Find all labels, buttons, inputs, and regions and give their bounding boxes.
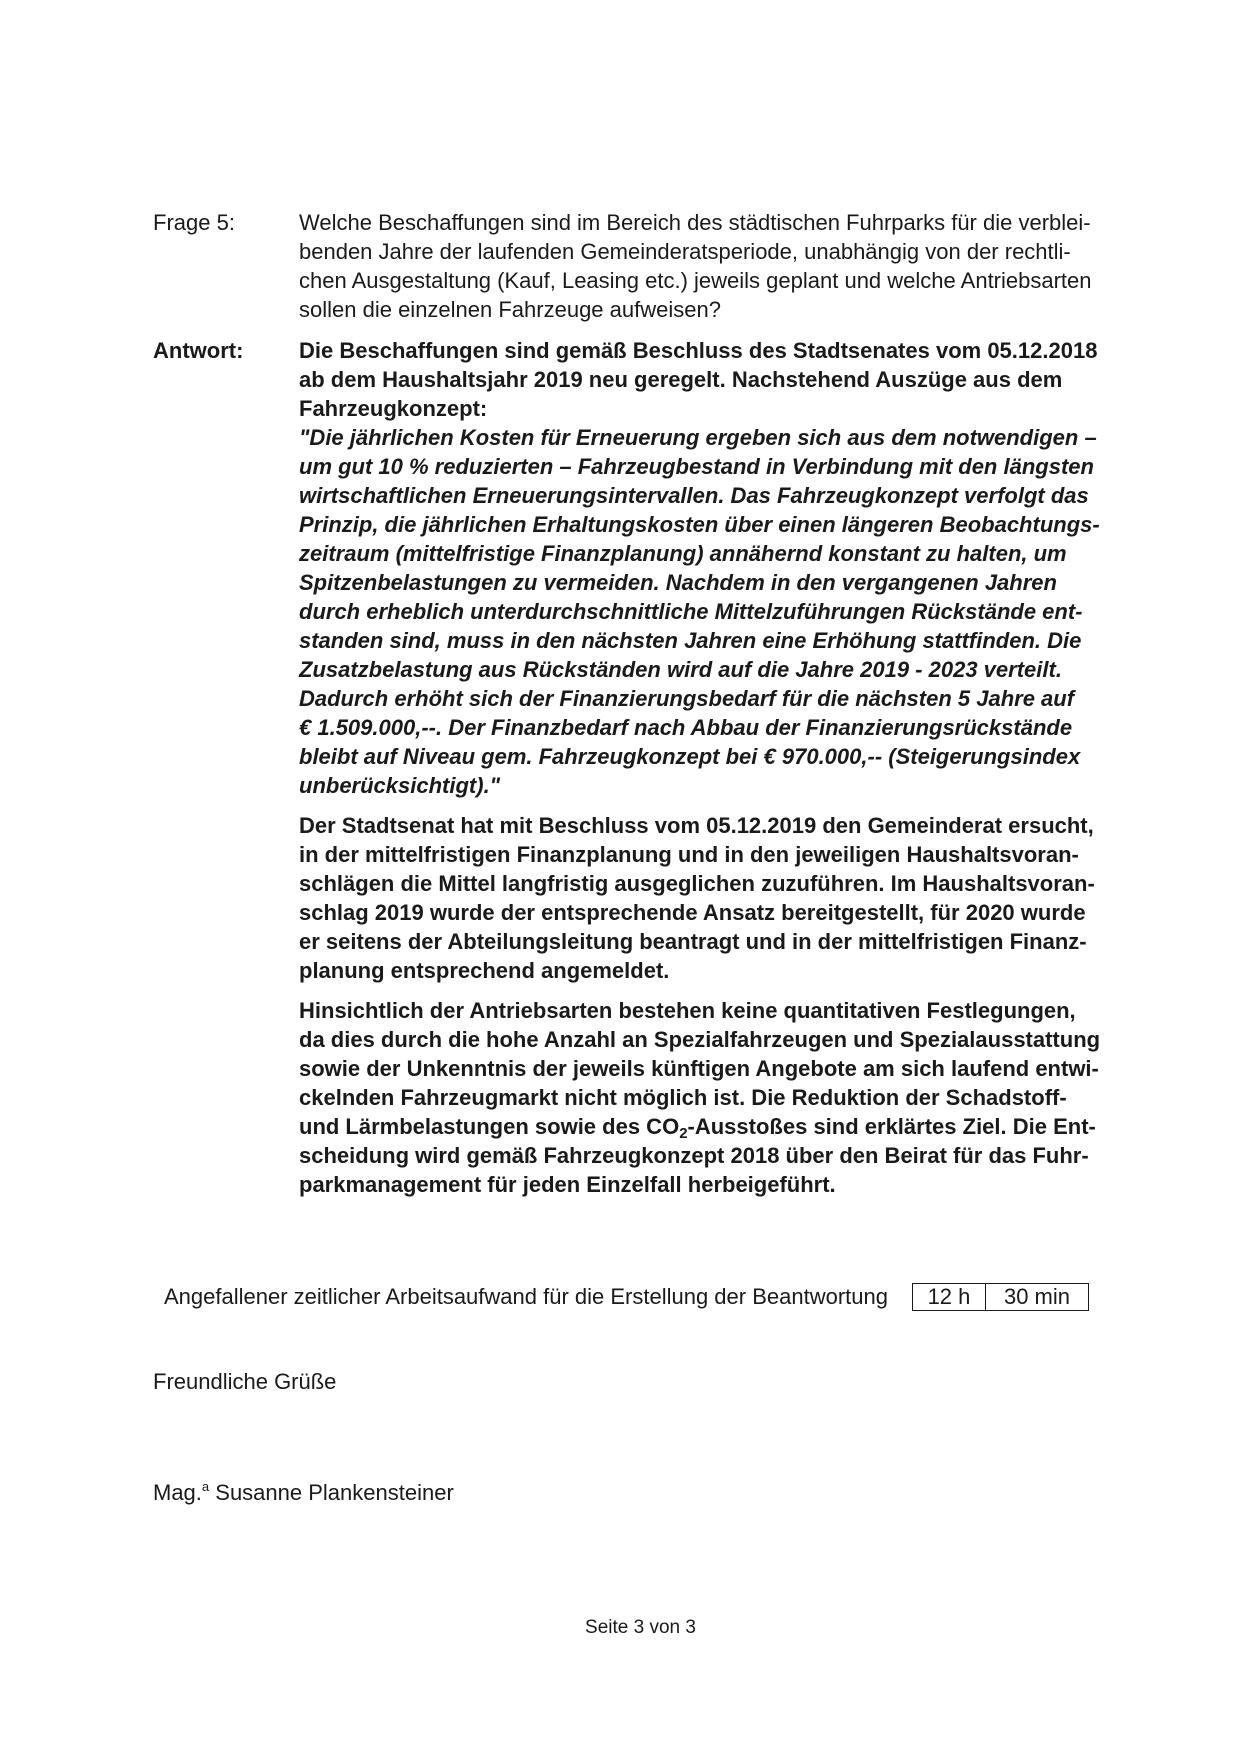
answer-line: Hinsichtlich der Antriebsarten bestehen keine quantitativen Festlegungen, <box>299 998 1076 1023</box>
answer-text <box>299 336 1138 1199</box>
answer-line: ab dem Haushaltsjahr 2019 neu geregelt. Nachstehend Auszüge aus dem <box>299 367 1063 392</box>
answer-line: er seitens der Abteilungsleitung beantragt und in der mittelfristigen Finanz- <box>299 929 1087 954</box>
quote-line: unberücksichtigt)." <box>299 773 501 798</box>
work-effort-table <box>912 1283 1089 1311</box>
answer-intro <box>299 336 1138 423</box>
work-effort-minutes: 30 min <box>1003 1284 1070 1309</box>
answer-line: planung entsprechend angemeldet. <box>299 958 670 983</box>
question-line: Welche Beschaffungen sind im Bereich des städtischen Fuhrparks für die verblei- <box>299 210 1091 235</box>
co2-after: -Ausstoßes sind erklärtes Ziel. Die Ent- <box>687 1114 1096 1139</box>
answer-line-co2 <box>299 1112 1138 1141</box>
answer-block <box>153 336 1138 1199</box>
answer-paragraph-3 <box>299 996 1138 1199</box>
quote-line: standen sind, muss in den nächsten Jahren eine Erhöhung stattfinden. Die <box>299 628 1082 653</box>
answer-line: Fahrzeugkonzept: <box>299 396 488 421</box>
work-effort-row <box>164 1283 1089 1311</box>
question-label: Frage 5: <box>153 210 235 235</box>
answer-line: da dies durch die hohe Anzahl an Spezialfahrzeugen und Spezialausstattung <box>299 1027 1101 1052</box>
quote-line: zeitraum (mittelfristige Finanzplanung) annähernd konstant zu halten, um <box>299 541 1067 566</box>
answer-line: ckelnden Fahrzeugmarkt nicht möglich ist. Die Reduktion der Schadstoff- <box>299 1085 1067 1110</box>
answer-line: schlag 2019 wurde der entsprechende Ansatz bereitgestellt, für 2020 wurde <box>299 900 1086 925</box>
answer-label: Antwort: <box>153 338 244 363</box>
answer-line: schlägen die Mittel langfristig ausgeglichen zuzuführen. Im Haushaltsvoran- <box>299 871 1095 896</box>
quote-line: bleibt auf Niveau gem. Fahrzeugkonzept bei € 970.000,-- (Steigerungsindex <box>299 744 1081 769</box>
quote-line: Dadurch erhöht sich der Finanzierungsbedarf für die nächsten 5 Jahre auf <box>299 686 1075 711</box>
closing-greeting: Freundliche Grüße <box>153 1369 337 1394</box>
signature-prefix: Mag. <box>153 1480 202 1505</box>
signature-superscript: a <box>201 1479 210 1494</box>
co2-subscript: 2 <box>679 1125 688 1142</box>
quote-line: Zusatzbelastung aus Rückständen wird auf die Jahre 2019 - 2023 verteilt. <box>299 657 1062 682</box>
quote-line: "Die jährlichen Kosten für Erneuerung ergeben sich aus dem notwendigen – <box>299 425 1097 450</box>
question-line: benden Jahre der laufenden Gemeinderatsperiode, unabhängig von der rechtli- <box>299 239 1071 264</box>
answer-line: parkmanagement für jeden Einzelfall herbeigeführt. <box>299 1172 836 1197</box>
work-effort-label: Angefallener zeitlicher Arbeitsaufwand für die Erstellung der Beantwortung <box>164 1284 888 1309</box>
question-line: sollen die einzelnen Fahrzeuge aufweisen? <box>299 297 721 322</box>
answer-line: in der mittelfristigen Finanzplanung und in den jeweiligen Haushaltsvoran- <box>299 842 1079 867</box>
answer-quote <box>299 423 1138 800</box>
answer-line: Der Stadtsenat hat mit Beschluss vom 05.12.2019 den Gemeinderat ersucht, <box>299 813 1094 838</box>
answer-line: Die Beschaffungen sind gemäß Beschluss des Stadtsenates vom 05.12.2018 <box>299 338 1098 363</box>
question-text <box>299 208 1138 324</box>
quote-line: Spitzenbelastungen zu vermeiden. Nachdem in den vergangenen Jahren <box>299 570 1057 595</box>
signature-name <box>153 1480 454 1506</box>
answer-paragraph-2 <box>299 811 1138 985</box>
quote-line: durch erheblich unterdurchschnittliche Mittelzuführungen Rückstände ent- <box>299 599 1083 624</box>
quote-line: wirtschaftlichen Erneuerungsintervallen. Das Fahrzeugkonzept verfolgt das <box>299 483 1089 508</box>
quote-line: um gut 10 % reduzierten – Fahrzeugbestand in Verbindung mit den längsten <box>299 454 1094 479</box>
answer-line: scheidung wird gemäß Fahrzeugkonzept 2018 über den Beirat für das Fuhr- <box>299 1143 1089 1168</box>
page-number: Seite 3 von 3 <box>585 1617 696 1638</box>
co2-before: und Lärmbelastungen sowie des CO <box>299 1114 680 1139</box>
question-line: chen Ausgestaltung (Kauf, Leasing etc.) jeweils geplant und welche Antriebsarten <box>299 268 1092 293</box>
question-block <box>153 208 1138 324</box>
quote-line: Prinzip, die jährlichen Erhaltungskosten über einen längeren Beobachtungs- <box>299 512 1100 537</box>
answer-line: sowie der Unkenntnis der jeweils künftigen Angebote am sich laufend entwi- <box>299 1056 1099 1081</box>
signature-person: Susanne Plankensteiner <box>209 1480 454 1505</box>
work-effort-hours: 12 h <box>913 1284 986 1310</box>
quote-line: € 1.509.000,--. Der Finanzbedarf nach Abbau der Finanzierungsrückstände <box>299 715 1073 740</box>
